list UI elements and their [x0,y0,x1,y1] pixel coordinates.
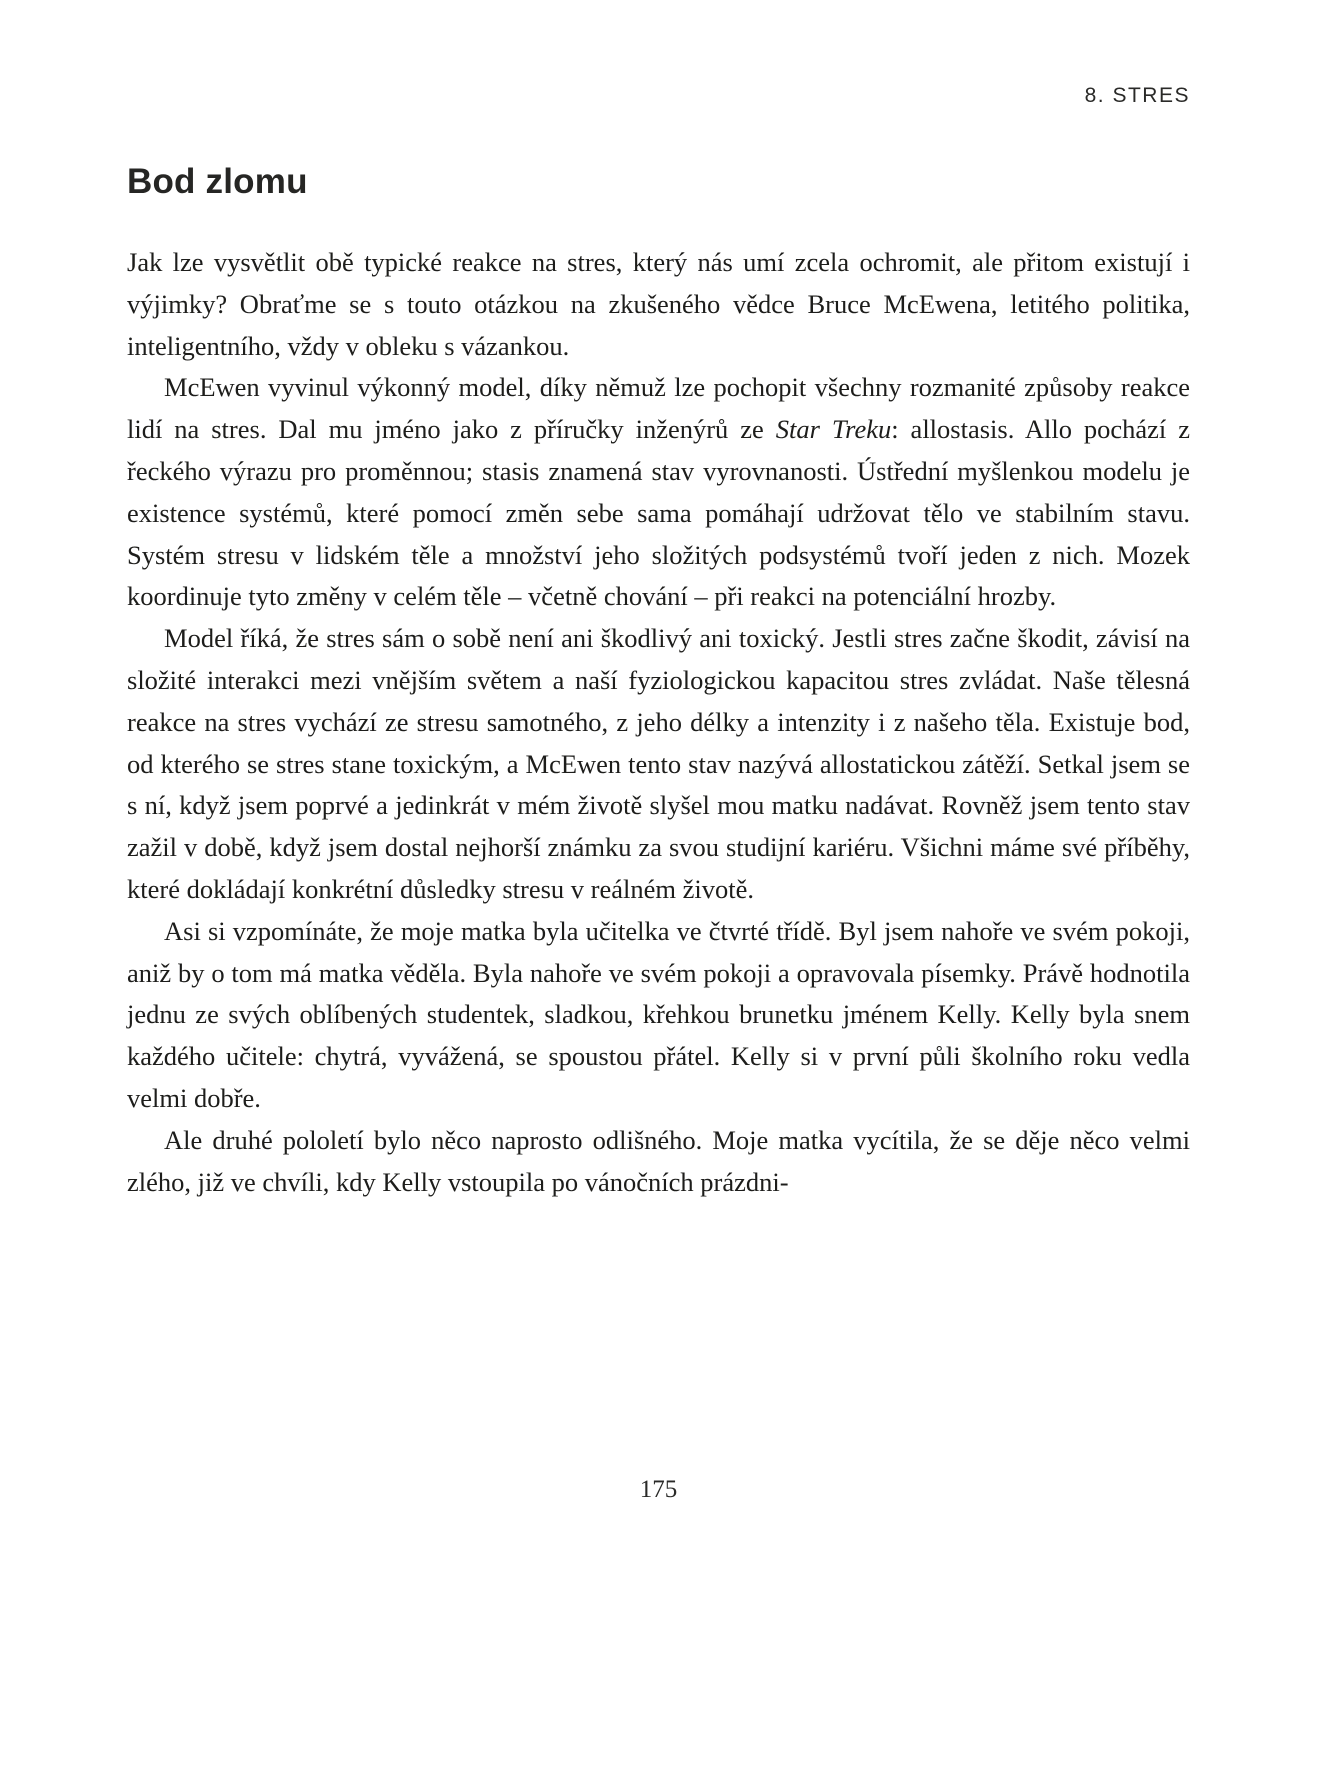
text-run: Ale druhé pololetí bylo něco naprosto odlišného. Moje matka vycítila, že se děje něco velmi zlého, již ve chvíli, kdy Kelly vstoupila po vánočních prázdni- [127,1124,1190,1197]
text-run: : allostasis. Allo pochází z řeckého výrazu pro proměnnou; stasis znamená stav vyrovnanosti. Ústřední myšlenkou modelu je existence systémů, které pomocí změn sebe sama pomáhají udržovat tělo ve stabilním stavu. Systém stresu v lidském těle a množství jeho složitých podsystémů tvoří jeden z nich. Mozek koordinuje tyto změny v celém těle – včetně chování – při reakci na potenciální hrozby. [127,414,1190,612]
italic-text-run: Star Treku [775,414,892,445]
section-heading: Bod zlomu [127,162,308,201]
paragraph [127,1120,1190,1204]
paragraph [127,367,1190,618]
paragraph [127,911,1190,1120]
page-number: 175 [639,1476,678,1503]
text-run: Asi si vzpomínáte, že moje matka byla učitelka ve čtvrté třídě. Byl jsem nahoře ve svém pokoji, aniž by o tom má matka věděla. Byla nahoře ve svém pokoji a opravovala písemky. Právě hodnotila jednu ze svých oblíbených studentek, sladkou, křehkou brunetku jménem Kelly. Kelly byla snem každého učitele: chytrá, vyvážená, se spoustou přátel. Kelly si v první půli školního roku vedla velmi dobře. [127,915,1190,1113]
paragraph [127,242,1190,367]
text-run: McEwen vyvinul výkonný model, díky němuž lze pochopit všechny rozmanité způsoby reakce lidí na stres. Dal mu jméno jako z příručky inženýrů ze [127,372,1190,445]
body-text [127,242,1190,1203]
running-header: 8. STRES [1084,84,1190,107]
paragraph [127,618,1190,911]
text-run: Jak lze vysvětlit obě typické reakce na stres, který nás umí zcela ochromit, ale přitom existují i výjimky? Obraťme se s touto otázkou na zkušeného vědce Bruce McEwena, letitého politika, inteligentního, vždy v obleku s vázankou. [127,247,1190,361]
text-run: Model říká, že stres sám o sobě není ani škodlivý ani toxický. Jestli stres začne škodit, závisí na složité interakci mezi vnějším světem a naší fyziologickou kapacitou stres zvládat. Naše tělesná reakce na stres vychází ze stresu samotného, z jeho délky a intenzity i z našeho těla. Existuje bod, od kterého se stres stane toxickým, a McEwen tento stav nazývá allostatickou zátěží. Setkal jsem se s ní, když jsem poprvé a jedinkrát v mém životě slyšel mou matku nadávat. Rovněž jsem tento stav zažil v době, když jsem dostal nejhorší známku za svou studijní kariéru. Všichni máme své příběhy, které dokládají konkrétní důsledky stresu v reálném životě. [127,623,1190,904]
